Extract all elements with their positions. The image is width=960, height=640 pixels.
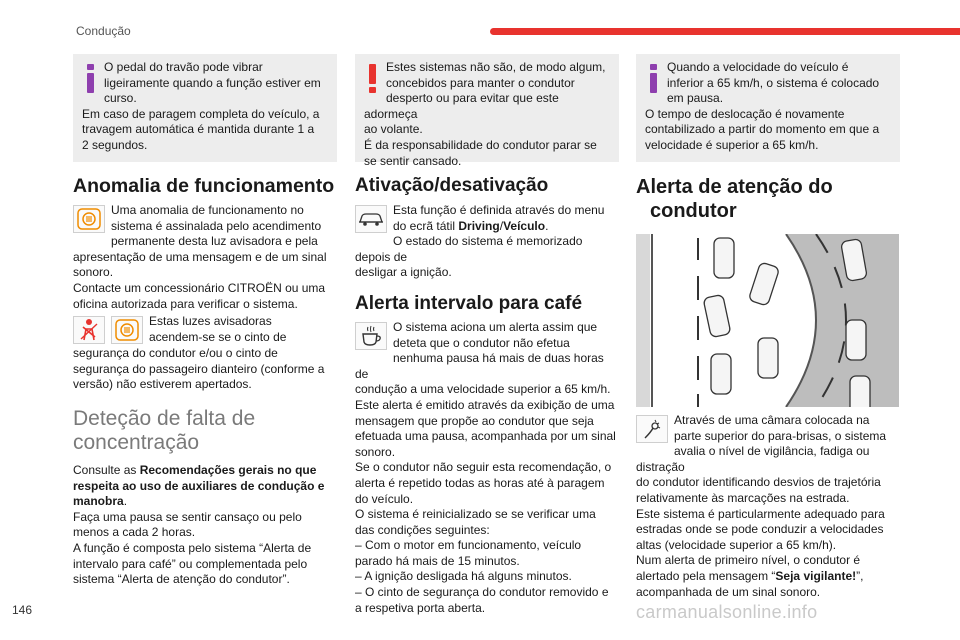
title-line: Deteção de falta de	[73, 406, 256, 430]
note-line: travagem automática é mantida durante 1 a	[82, 122, 315, 137]
coffee-cup-icon	[355, 322, 387, 350]
attention-paragraph	[636, 413, 900, 600]
note-line: velocidade é superior a 65 km/h.	[645, 137, 819, 152]
warning-exclamation-icon	[366, 64, 380, 96]
text-line: parte superior do para-brisas, o sistema	[674, 428, 887, 443]
text-line: altas (velocidade superior a 65 km/h).	[636, 537, 837, 552]
text-line: A função é composta pelo sistema “Alerta de	[73, 540, 312, 555]
note-line: Quando a velocidade do veículo é	[667, 60, 849, 74]
text-line: O estado do sistema é memorizado depois de	[355, 234, 583, 264]
text-line: permanente desta luz avisadora e pela	[111, 234, 318, 249]
text-line: alertado pela mensagem “Seja vigilante!”,	[636, 568, 864, 583]
page-header-title: Condução	[76, 24, 131, 38]
watermark: carmanualsonline.info	[636, 602, 818, 622]
text-line: sonoro.	[73, 265, 114, 280]
column-3	[636, 54, 900, 600]
note-line: ligeiramente quando a função estiver em	[104, 75, 321, 90]
column-1	[73, 54, 337, 588]
text-line: oficina autorizada para verificar o sistema.	[73, 296, 298, 311]
text-line: a respetiva porta aberta.	[355, 600, 486, 615]
text-line: – A ignição desligada há alguns minutos.	[355, 569, 572, 584]
note-line: Estes sistemas não são, de modo algum,	[386, 60, 606, 74]
text-line: – O cinto de segurança do condutor removido e	[355, 585, 609, 600]
note-line: O pedal do travão pode vibrar	[104, 60, 263, 74]
note-line: O tempo de deslocação é novamente	[645, 106, 845, 121]
info-note	[636, 54, 900, 162]
header-accent-bar	[490, 28, 960, 35]
seatbelt-icon	[73, 316, 105, 344]
note-line: contabilizado a partir do momento em que a	[645, 122, 880, 137]
section-title-anomaly: Anomalia de funcionamento	[73, 175, 335, 197]
text-line: estradas onde se pode conduzir a velocidades	[636, 522, 884, 537]
text-line: segurança do condutor e/ou o cinto de	[73, 346, 278, 361]
activation-paragraph	[355, 203, 619, 281]
text-line: Se o condutor não seguir esta recomendação, o	[355, 460, 612, 475]
note-line: ao volante.	[364, 122, 423, 137]
detection-paragraph	[73, 463, 337, 588]
note-line: inferior a 65 km/h, o sistema é colocado	[667, 75, 880, 90]
section-title-activation: Ativação/desativação	[355, 175, 549, 196]
seatbelt-paragraph	[73, 314, 337, 393]
text-line: respeita ao uso de auxiliares de condução e	[73, 478, 325, 493]
section-title-attention	[636, 175, 900, 223]
text-line: versão) não estiverem apertados.	[73, 377, 252, 392]
info-note	[73, 54, 337, 162]
lane-drift-illustration	[636, 234, 899, 407]
text-line: Este alerta é emitido através da exibição de uma	[355, 397, 615, 412]
text-line: Num alerta de primeiro nível, o condutor é	[636, 553, 861, 568]
section-title-coffee: Alerta intervalo para café	[355, 292, 583, 314]
text-line: Faça uma pausa se sentir cansaço ou pelo	[73, 509, 302, 524]
text-line: nenhuma pausa há mais de duas horas de	[355, 351, 604, 381]
text-line: do ecrã tátil Driving/Veículo.	[393, 218, 549, 233]
car-icon	[355, 205, 387, 233]
text-line: Consulte as Recomendações gerais no que	[73, 462, 317, 477]
text-line: do condutor identificando desvios de trajetória	[636, 475, 881, 490]
warning-lamp-icon	[111, 316, 143, 344]
text-line: do veículo.	[355, 491, 414, 506]
note-line: desperto ou para evitar que este adormeça	[364, 91, 559, 121]
text-line: sistema “Alerta de atenção do condutor”.	[73, 572, 290, 587]
text-line: avalia o nível de vigilância, fadiga ou distração	[636, 444, 870, 474]
coffee-paragraph	[355, 320, 619, 616]
text-line: Este sistema é particularmente adequado para	[636, 506, 885, 521]
camera-icon	[636, 415, 668, 443]
text-line: deteta que o condutor não efetua	[393, 335, 570, 350]
text-line: sistema é assinalada pelo acendimento	[111, 218, 322, 233]
note-line: É da responsabilidade do condutor parar se	[364, 137, 597, 152]
title-line: Alerta de atenção do	[636, 176, 833, 198]
text-line: manobra.	[73, 494, 128, 509]
text-line: Estas luzes avisadoras	[149, 314, 272, 329]
text-line: O sistema é reinicializado se se verificar uma	[355, 507, 596, 522]
warning-lamp-icon	[73, 205, 105, 233]
text-line: Uma anomalia de funcionamento no	[111, 203, 304, 217]
text-line: sonoro.	[355, 444, 396, 459]
text-line: alerta é repetido todas as horas até à paragem	[355, 475, 605, 490]
text-line: acendem-se se o cinto de	[149, 329, 287, 344]
note-line: se sentir cansado.	[364, 153, 462, 168]
text-line: Contacte um concessionário CITROËN ou uma	[73, 280, 326, 295]
note-line: Em caso de paragem completa do veículo, a	[82, 106, 320, 121]
note-line: em pausa.	[667, 91, 724, 106]
text-line: mensagem que propõe ao condutor que seja	[355, 413, 594, 428]
text-line: desligar a ignição.	[355, 265, 452, 280]
title-line: condutor	[650, 200, 737, 222]
warning-note	[355, 54, 619, 168]
text-line: acompanhada de um sinal sonoro.	[636, 584, 821, 599]
text-line: Através de uma câmara colocada na	[674, 413, 870, 427]
text-line: menos a cada 2 horas.	[73, 525, 196, 540]
anomaly-paragraph	[73, 203, 337, 312]
note-line: curso.	[104, 91, 137, 106]
text-line: parado há mais de 15 minutos.	[355, 553, 520, 568]
text-line: das condições seguintes:	[355, 522, 490, 537]
text-line: – Com o motor em funcionamento, veículo	[355, 538, 582, 553]
info-icon	[84, 64, 98, 96]
text-line: intervalo para café” ou complementada pelo	[73, 556, 308, 571]
text-line: condução a uma velocidade superior a 65 km/h.	[355, 382, 611, 397]
text-line: O sistema aciona um alerta assim que	[393, 319, 598, 334]
column-2	[355, 54, 619, 616]
note-line: 2 segundos.	[82, 137, 148, 152]
text-line: relativamente às marcações na estrada.	[636, 490, 850, 505]
note-line: concebidos para manter o condutor	[386, 75, 575, 90]
text-line: efetuada uma pausa, acompanhada por um sinal	[355, 429, 616, 444]
text-line: Esta função é definida através do menu	[393, 203, 605, 217]
info-icon	[647, 64, 661, 96]
text-line: segurança do passageiro dianteiro (conforme a	[73, 361, 325, 376]
text-line: apresentação de uma mensagem e de um sinal	[73, 249, 327, 264]
title-line: concentração	[73, 430, 200, 454]
section-title-detection	[73, 407, 337, 455]
page-number: 146	[12, 603, 33, 617]
